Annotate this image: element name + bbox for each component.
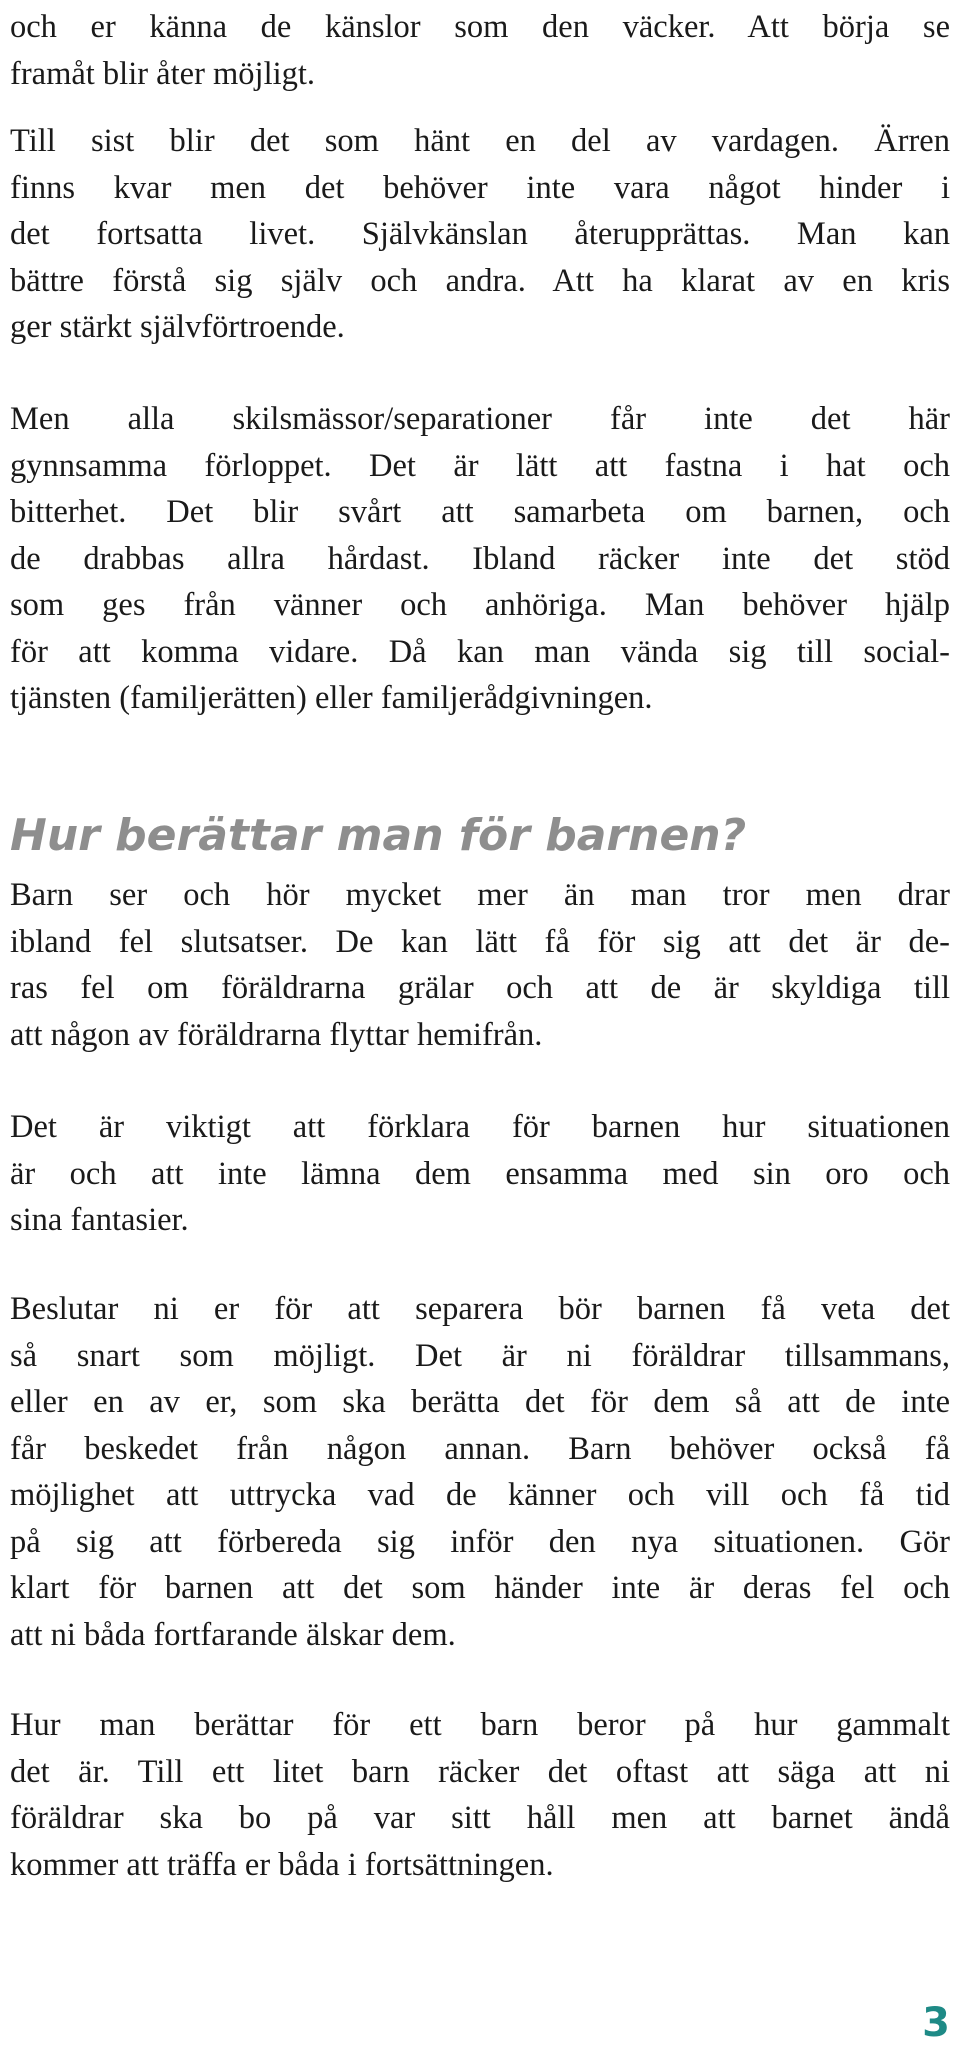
body-paragraph-2 — [10, 118, 950, 351]
body-paragraph-7 — [10, 1702, 950, 1888]
text-line: bättre förstå sig själv och andra. Att ha klarat av en kris — [10, 262, 950, 299]
text-line: att ni båda fortfarande älskar dem. — [10, 1616, 456, 1653]
text-line: framåt blir åter möjligt. — [10, 55, 316, 92]
text-line: Beslutar ni er för att separera bör barnen få veta det — [10, 1291, 950, 1327]
text-line: gynnsamma förloppet. Det är lätt att fastna i hat och — [10, 447, 950, 484]
text-line: de drabbas allra hårdast. Ibland räcker inte det stöd — [10, 540, 950, 577]
body-paragraph-4 — [10, 872, 950, 1058]
text-line: Till sist blir det som hänt en del av vardagen. Ärren — [10, 123, 950, 159]
text-line: Men alla skilsmässor/separationer får inte det här — [10, 401, 950, 437]
text-line: för att komma vidare. Då kan man vända sig till social- — [10, 633, 950, 670]
text-line: ibland fel slutsatser. De kan lätt få för sig att det är de- — [10, 923, 950, 960]
text-line: klart för barnen att det som händer inte är deras fel och — [10, 1570, 950, 1606]
text-line: som ges från vänner och anhöriga. Man behöver hjälp — [10, 587, 950, 623]
text-line: är och att inte lämna dem ensamma med sin oro och — [10, 1155, 950, 1192]
text-line: att någon av föräldrarna flyttar hemifrån. — [10, 1016, 543, 1053]
text-line: bitterhet. Det blir svårt att samarbeta om barnen, och — [10, 494, 950, 530]
text-line: eller en av er, som ska berätta det för dem så att de inte — [10, 1384, 950, 1420]
text-line: Hur man berättar för ett barn beror på hur gammalt — [10, 1707, 950, 1743]
text-line: ger stärkt självförtroende. — [10, 309, 345, 345]
text-line: sina fantasier. — [10, 1202, 189, 1238]
text-line: kommer att träffa er båda i fortsättningen. — [10, 1846, 554, 1883]
text-line: det är. Till ett litet barn räcker det oftast att säga att ni — [10, 1753, 950, 1790]
body-paragraph-5 — [10, 1104, 950, 1244]
text-line: tjänsten (familjerätten) eller familjerådgivningen. — [10, 680, 653, 716]
text-line: möjlighet att uttrycka vad de känner och vill och få tid — [10, 1477, 950, 1513]
body-paragraph-3 — [10, 396, 950, 722]
section-heading: Hur berättar man för barnen? — [10, 810, 747, 861]
text-line: det fortsatta livet. Självkänslan återupprättas. Man kan — [10, 216, 950, 252]
text-line: Det är viktigt att förklara för barnen hur situationen — [10, 1109, 950, 1145]
text-line: får beskedet från någon annan. Barn behöver också få — [10, 1430, 950, 1467]
text-line: och er känna de känslor som den väcker. Att börja se — [10, 9, 950, 45]
text-line: finns kvar men det behöver inte vara något hinder i — [10, 169, 950, 206]
page-number: 3 — [922, 2000, 950, 2046]
body-paragraph-6 — [10, 1286, 950, 1658]
body-paragraph-1 — [10, 4, 950, 97]
text-line: så snart som möjligt. Det är ni föräldrar tillsammans, — [10, 1337, 950, 1374]
text-line: ras fel om föräldrarna grälar och att de är skyldiga till — [10, 970, 950, 1006]
text-line: föräldrar ska bo på var sitt håll men att barnet ändå — [10, 1800, 950, 1836]
text-line: Barn ser och hör mycket mer än man tror men drar — [10, 877, 950, 913]
text-line: på sig att förbereda sig inför den nya situationen. Gör — [10, 1523, 950, 1560]
